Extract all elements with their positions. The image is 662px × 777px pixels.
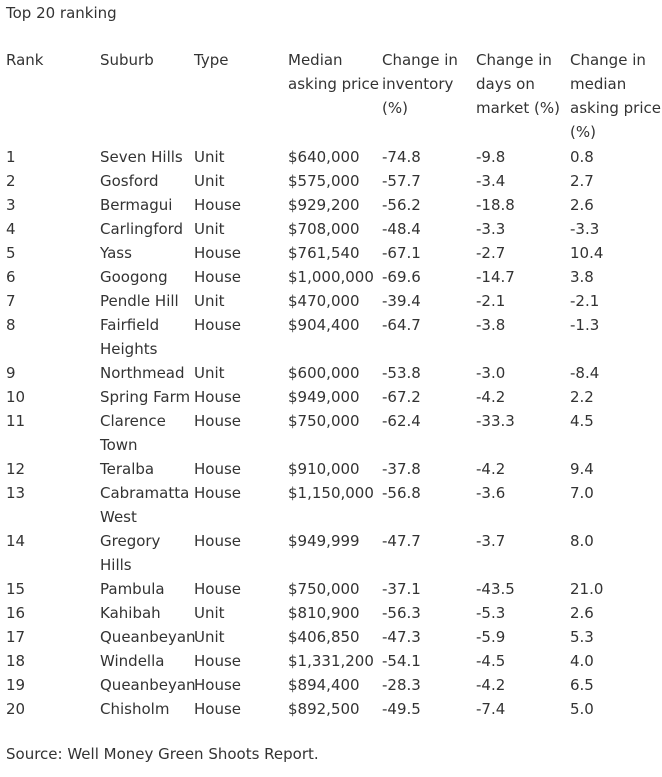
- cell-suburb: Pendle Hill: [100, 292, 179, 310]
- cell-suburb: Clarence Town: [100, 412, 166, 454]
- cell-change-in-days-on-market: -5.9: [476, 628, 506, 646]
- table-row: [0, 289, 662, 313]
- cell-median-asking-price: $1,150,000: [288, 484, 374, 502]
- cell-type: House: [194, 412, 242, 430]
- cell-change-in-days-on-market: -4.2: [476, 460, 506, 478]
- cell-rank: 3: [6, 196, 16, 214]
- cell-suburb: Bermagui: [100, 196, 173, 214]
- cell-change-in-inventory: -67.2: [382, 388, 421, 406]
- cell-median-asking-price: $750,000: [288, 580, 360, 598]
- cell-rank: 2: [6, 172, 16, 190]
- cell-change-in-median-asking-price: 4.5: [570, 412, 594, 430]
- header-change-in-median-asking-price: Change in median asking price (%): [570, 51, 661, 141]
- cell-change-in-inventory: -53.8: [382, 364, 421, 382]
- cell-change-in-inventory: -37.8: [382, 460, 421, 478]
- cell-change-in-median-asking-price: -8.4: [570, 364, 600, 382]
- cell-change-in-inventory: -64.7: [382, 316, 421, 334]
- cell-type: House: [194, 580, 242, 598]
- cell-suburb: Chisholm: [100, 700, 170, 718]
- cell-change-in-inventory: -57.7: [382, 172, 421, 190]
- cell-rank: 1: [6, 148, 16, 166]
- table-row: [0, 457, 662, 481]
- header-row: [0, 48, 662, 145]
- cell-type: House: [194, 532, 242, 550]
- table-row: [0, 601, 662, 625]
- cell-type: Unit: [194, 604, 225, 622]
- cell-median-asking-price: $929,200: [288, 196, 360, 214]
- cell-change-in-median-asking-price: 4.0: [570, 652, 594, 670]
- cell-suburb: Queanbeyan: [100, 676, 196, 694]
- cell-rank: 6: [6, 268, 16, 286]
- cell-change-in-median-asking-price: -2.1: [570, 292, 600, 310]
- cell-type: House: [194, 388, 242, 406]
- cell-type: House: [194, 268, 242, 286]
- cell-median-asking-price: $708,000: [288, 220, 360, 238]
- cell-rank: 14: [6, 532, 26, 550]
- cell-change-in-days-on-market: -4.2: [476, 676, 506, 694]
- cell-median-asking-price: $750,000: [288, 412, 360, 430]
- cell-median-asking-price: $406,850: [288, 628, 360, 646]
- cell-change-in-days-on-market: -5.3: [476, 604, 506, 622]
- table-row: [0, 241, 662, 265]
- cell-change-in-median-asking-price: 2.6: [570, 196, 594, 214]
- table-row: [0, 649, 662, 673]
- cell-type: Unit: [194, 364, 225, 382]
- cell-suburb: Cabramatta West: [100, 484, 190, 526]
- cell-type: House: [194, 676, 242, 694]
- cell-change-in-days-on-market: -43.5: [476, 580, 515, 598]
- table-row: [0, 265, 662, 289]
- cell-change-in-days-on-market: -2.1: [476, 292, 506, 310]
- cell-rank: 12: [6, 460, 26, 478]
- cell-suburb: Gosford: [100, 172, 159, 190]
- cell-rank: 15: [6, 580, 26, 598]
- cell-change-in-inventory: -74.8: [382, 148, 421, 166]
- cell-change-in-median-asking-price: 5.0: [570, 700, 594, 718]
- cell-change-in-days-on-market: -4.5: [476, 652, 506, 670]
- cell-change-in-inventory: -48.4: [382, 220, 421, 238]
- cell-change-in-median-asking-price: 2.2: [570, 388, 594, 406]
- cell-type: House: [194, 244, 242, 262]
- cell-rank: 4: [6, 220, 16, 238]
- cell-change-in-days-on-market: -2.7: [476, 244, 506, 262]
- cell-type: Unit: [194, 628, 225, 646]
- cell-suburb: Queanbeyan: [100, 628, 196, 646]
- table-row: [0, 193, 662, 217]
- cell-median-asking-price: $949,999: [288, 532, 360, 550]
- header-type: Type: [194, 51, 229, 69]
- cell-change-in-inventory: -37.1: [382, 580, 421, 598]
- source-note: Source: Well Money Green Shoots Report.: [6, 745, 319, 763]
- cell-rank: 9: [6, 364, 16, 382]
- header-rank: Rank: [6, 51, 44, 69]
- cell-change-in-inventory: -49.5: [382, 700, 421, 718]
- cell-change-in-inventory: -56.8: [382, 484, 421, 502]
- cell-type: Unit: [194, 220, 225, 238]
- cell-change-in-median-asking-price: 10.4: [570, 244, 604, 262]
- cell-suburb: Carlingford: [100, 220, 184, 238]
- cell-change-in-days-on-market: -14.7: [476, 268, 515, 286]
- cell-type: House: [194, 700, 242, 718]
- cell-change-in-days-on-market: -3.6: [476, 484, 506, 502]
- cell-change-in-inventory: -54.1: [382, 652, 421, 670]
- cell-change-in-inventory: -39.4: [382, 292, 421, 310]
- table-row: [0, 529, 662, 577]
- cell-change-in-median-asking-price: 3.8: [570, 268, 594, 286]
- cell-median-asking-price: $470,000: [288, 292, 360, 310]
- cell-change-in-inventory: -67.1: [382, 244, 421, 262]
- cell-type: House: [194, 460, 242, 478]
- cell-median-asking-price: $1,331,200: [288, 652, 374, 670]
- cell-suburb: Gregory Hills: [100, 532, 161, 574]
- cell-median-asking-price: $904,400: [288, 316, 360, 334]
- cell-rank: 18: [6, 652, 26, 670]
- cell-rank: 19: [6, 676, 26, 694]
- cell-median-asking-price: $894,400: [288, 676, 360, 694]
- cell-suburb: Teralba: [100, 460, 155, 478]
- table-row: [0, 169, 662, 193]
- table-row: [0, 145, 662, 169]
- table-row: [0, 625, 662, 649]
- ranking-table: [0, 48, 662, 721]
- cell-change-in-inventory: -47.3: [382, 628, 421, 646]
- header-suburb: Suburb: [100, 51, 154, 69]
- header-change-in-days-on-market: Change in days on market (%): [476, 51, 560, 117]
- cell-suburb: Windella: [100, 652, 165, 670]
- cell-type: Unit: [194, 292, 225, 310]
- cell-suburb: Seven Hills: [100, 148, 183, 166]
- cell-rank: 20: [6, 700, 26, 718]
- cell-rank: 16: [6, 604, 26, 622]
- cell-median-asking-price: $810,900: [288, 604, 360, 622]
- cell-change-in-median-asking-price: 5.3: [570, 628, 594, 646]
- table-row: [0, 409, 662, 457]
- cell-suburb: Yass: [100, 244, 132, 262]
- cell-change-in-inventory: -47.7: [382, 532, 421, 550]
- cell-suburb: Kahibah: [100, 604, 161, 622]
- cell-median-asking-price: $949,000: [288, 388, 360, 406]
- table-row: [0, 313, 662, 361]
- cell-change-in-inventory: -56.3: [382, 604, 421, 622]
- table-row: [0, 361, 662, 385]
- cell-change-in-median-asking-price: 6.5: [570, 676, 594, 694]
- cell-suburb: Fairfield Heights: [100, 316, 160, 358]
- cell-change-in-days-on-market: -3.4: [476, 172, 506, 190]
- cell-median-asking-price: $761,540: [288, 244, 360, 262]
- table-row: [0, 481, 662, 529]
- cell-suburb: Pambula: [100, 580, 165, 598]
- cell-change-in-days-on-market: -3.7: [476, 532, 506, 550]
- table-row: [0, 697, 662, 721]
- cell-type: Unit: [194, 148, 225, 166]
- cell-change-in-days-on-market: -7.4: [476, 700, 506, 718]
- cell-rank: 5: [6, 244, 16, 262]
- cell-median-asking-price: $910,000: [288, 460, 360, 478]
- table-row: [0, 673, 662, 697]
- cell-type: House: [194, 652, 242, 670]
- table-caption: Top 20 ranking: [6, 4, 117, 22]
- cell-change-in-median-asking-price: -3.3: [570, 220, 600, 238]
- cell-type: Unit: [194, 172, 225, 190]
- header-change-in-inventory: Change in inventory (%): [382, 51, 458, 117]
- cell-change-in-median-asking-price: 0.8: [570, 148, 594, 166]
- cell-change-in-median-asking-price: 21.0: [570, 580, 604, 598]
- cell-change-in-median-asking-price: 2.6: [570, 604, 594, 622]
- cell-change-in-median-asking-price: 8.0: [570, 532, 594, 550]
- cell-change-in-days-on-market: -9.8: [476, 148, 506, 166]
- cell-suburb: Spring Farm: [100, 388, 191, 406]
- cell-change-in-days-on-market: -18.8: [476, 196, 515, 214]
- cell-suburb: Googong: [100, 268, 168, 286]
- cell-change-in-days-on-market: -4.2: [476, 388, 506, 406]
- cell-type: House: [194, 196, 242, 214]
- cell-median-asking-price: $640,000: [288, 148, 360, 166]
- cell-change-in-days-on-market: -3.8: [476, 316, 506, 334]
- cell-rank: 17: [6, 628, 26, 646]
- cell-median-asking-price: $892,500: [288, 700, 360, 718]
- cell-rank: 7: [6, 292, 16, 310]
- cell-change-in-inventory: -62.4: [382, 412, 421, 430]
- cell-change-in-days-on-market: -3.0: [476, 364, 506, 382]
- cell-median-asking-price: $600,000: [288, 364, 360, 382]
- cell-median-asking-price: $575,000: [288, 172, 360, 190]
- cell-change-in-inventory: -28.3: [382, 676, 421, 694]
- table-row: [0, 385, 662, 409]
- cell-rank: 8: [6, 316, 16, 334]
- cell-rank: 11: [6, 412, 26, 430]
- table-body: [0, 145, 662, 721]
- cell-change-in-inventory: -56.2: [382, 196, 421, 214]
- cell-type: House: [194, 316, 242, 334]
- cell-median-asking-price: $1,000,000: [288, 268, 374, 286]
- cell-suburb: Northmead: [100, 364, 185, 382]
- cell-type: House: [194, 484, 242, 502]
- cell-change-in-days-on-market: -33.3: [476, 412, 515, 430]
- cell-rank: 10: [6, 388, 26, 406]
- cell-change-in-median-asking-price: 7.0: [570, 484, 594, 502]
- cell-change-in-inventory: -69.6: [382, 268, 421, 286]
- table-row: [0, 577, 662, 601]
- table-header: [0, 48, 662, 145]
- table-row: [0, 217, 662, 241]
- cell-change-in-median-asking-price: 2.7: [570, 172, 594, 190]
- cell-change-in-days-on-market: -3.3: [476, 220, 506, 238]
- cell-change-in-median-asking-price: 9.4: [570, 460, 594, 478]
- cell-rank: 13: [6, 484, 26, 502]
- cell-change-in-median-asking-price: -1.3: [570, 316, 600, 334]
- header-median-asking-price: Median asking price: [288, 51, 379, 93]
